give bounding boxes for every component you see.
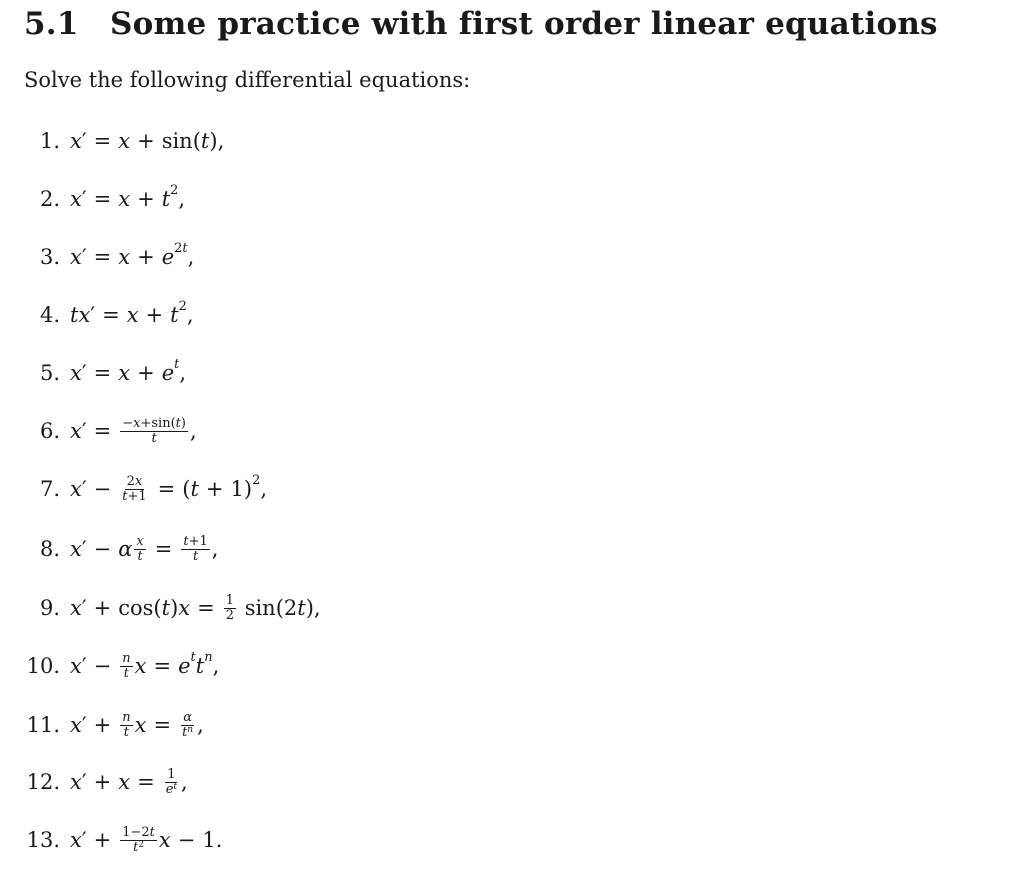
- problem-number: 8.: [39, 537, 60, 561]
- problem-equation: x ′ = $\frac{-x+\sin(t)}{t}$ ,: [70, 415, 197, 446]
- problem-number: 2.: [39, 187, 60, 211]
- problem-2: [0, 179, 600, 219]
- problem-10: [0, 646, 600, 686]
- fraction: $\frac{x}{t}$: [136, 533, 144, 564]
- problem-equation: x ′ = x + e 2t ,: [70, 240, 195, 269]
- fraction: $\frac{t+1}{t}$: [183, 533, 208, 564]
- section-heading: [24, 2, 938, 46]
- problem-11: [0, 705, 600, 745]
- problem-equation: x ′ = x + t 2 ,: [70, 182, 186, 211]
- problem-number: 1.: [39, 129, 60, 153]
- problem-number: 13.: [26, 828, 60, 852]
- problem-number: 7.: [39, 477, 60, 501]
- problem-13: [0, 820, 600, 860]
- fraction: $\frac{1}{e^t}$: [165, 766, 178, 797]
- problem-number: 4.: [39, 303, 60, 327]
- problem-8: [0, 529, 600, 569]
- problem-6: [0, 411, 600, 451]
- problem-equation: x ′ + $\frac{n}{t}$ x = $\frac{\alpha}{t^n}$ ,: [70, 709, 204, 740]
- problem-number: 9.: [39, 596, 60, 620]
- problem-7: [0, 469, 600, 509]
- fraction: $\frac{n}{t}$: [122, 709, 131, 740]
- problem-3: [0, 237, 600, 277]
- intro-text: Solve the following differential equations:: [24, 68, 471, 92]
- fraction: $\frac{2x}{t+1}$: [122, 473, 147, 504]
- fraction: $\frac{1}{2}$: [225, 592, 235, 623]
- problem-number: 3.: [39, 245, 60, 269]
- problem-equation: tx ′ = x + t 2 ,: [70, 298, 194, 327]
- problem-number: 12.: [26, 770, 60, 794]
- problem-equation: x ′ = x + sin ( t ),: [70, 129, 225, 153]
- problem-9: [0, 588, 600, 628]
- problem-number: 6.: [39, 419, 60, 443]
- section-number: 5.1: [24, 6, 79, 42]
- problem-number: 11.: [26, 713, 60, 737]
- fraction: $\frac{1-2t}{t^2}$: [122, 824, 155, 855]
- problem-number: 10.: [26, 654, 60, 678]
- problem-4: [0, 295, 600, 335]
- problem-equation: x ′ + cos ( t ) x = $\frac{1}{2}$ sin (2 t ),: [70, 592, 321, 623]
- problem-1: [0, 121, 600, 161]
- fraction: $\frac{\alpha}{t^n}$: [182, 709, 194, 740]
- problem-number: 5.: [39, 361, 60, 385]
- section-title: Some practice with first order linear equations: [110, 6, 938, 42]
- problem-equation: x ′ + x = $\frac{1}{e^t}$ ,: [70, 766, 188, 797]
- problem-equation: x ′ − α $\frac{x}{t}$ = $\frac{t+1}{t}$ ,: [70, 533, 219, 564]
- problem-equation: x ′ − $\frac{2x}{t+1}$ = ( t + 1) 2 ,: [70, 472, 268, 504]
- fraction: $\frac{n}{t}$: [122, 650, 131, 681]
- problem-5: [0, 353, 600, 393]
- problem-12: [0, 762, 600, 802]
- problem-equation: x ′ − $\frac{n}{t}$ x = e t t n ,: [70, 649, 220, 681]
- fraction: $\frac{-x+\sin(t)}{t}$: [122, 415, 186, 446]
- problem-equation: x ′ = x + e t ,: [70, 356, 187, 385]
- problem-equation: x ′ + $\frac{1-2t}{t^2}$ x − 1.: [70, 824, 223, 855]
